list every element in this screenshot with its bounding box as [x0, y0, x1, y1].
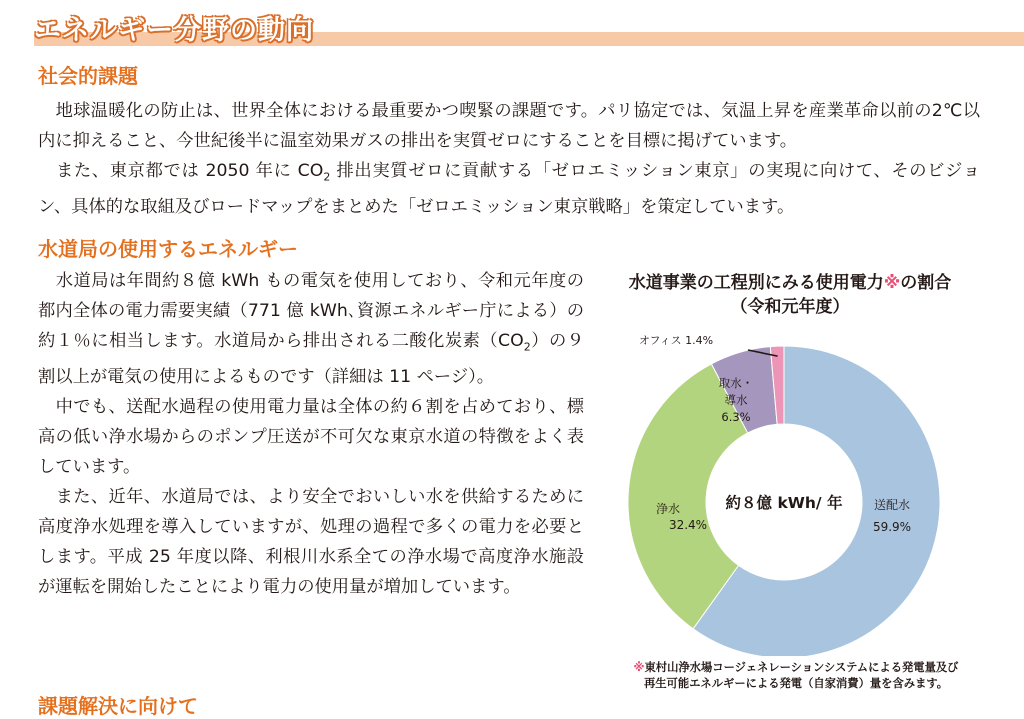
heading-social-issues: 社会的課題 [38, 64, 138, 88]
page-title-bar [34, 8, 1024, 44]
zero-emission-text-a: また、東京都では 2050 年に CO [55, 161, 324, 181]
distribution-share-text: 中でも、送配水過程の使用電力量は全体の約６割を占めており、標高の低い浄水場からのポンプ圧送が不可欠な東京水道の特徴をよく表しています。 [38, 397, 584, 478]
footnote-note-mark: ※ [633, 661, 645, 674]
label-intake-value: 6.3% [721, 410, 751, 424]
chart-title-text: 水道事業の工程別にみる使用電力 [628, 273, 884, 293]
paragraph-electricity-use [38, 266, 584, 392]
paragraph-advanced-treatment [38, 482, 584, 602]
donut-center-label: 約８億 kWh/ 年 [725, 494, 843, 512]
page-title: エネルギー分野の動向 [34, 15, 314, 46]
label-office: オフィス 1.4% [638, 334, 714, 347]
label-intake-name-2: 導水 [724, 393, 748, 407]
heading-water-bureau-energy: 水道局の使用するエネルギー [38, 237, 298, 261]
chart-title-note-mark: ※ [883, 273, 901, 293]
paragraph-global-warming [38, 96, 980, 156]
chart-title-line1 [590, 271, 990, 295]
heading-toward-solution: 課題解決に向けて [38, 694, 198, 718]
label-distribution-value: 59.9% [872, 520, 912, 534]
chart-title [590, 271, 990, 319]
footnote-line2: 再生可能エネルギーによる発電（自家消費）量を含みます。 [643, 677, 949, 690]
advanced-treatment-text: また、近年、水道局では、より安全でおいしい水を供給するために高度浄水処理を導入していますが、処理の過程で多くの電力を必要とします。平成 25 年度以降、利根川水系全ての浄水場で高度浄水施設が運転を開始したことにより電力の使用量が増加しています。 [38, 487, 584, 598]
paragraph-distribution-share [38, 392, 584, 482]
electricity-use-text-b: ）の９割以上が電気の使用によるものです（詳細は 11 ページ）。 [38, 331, 584, 388]
label-purification-name: 浄水 [655, 502, 681, 516]
donut-chart [600, 328, 992, 656]
co2-subscript-2: 2 [523, 340, 531, 354]
chart-title-line2: （令和元年度） [730, 297, 850, 317]
label-purification-value: 32.4% [668, 518, 708, 532]
label-intake-name-1: 取水・ [718, 376, 754, 390]
chart-title-text-end: の割合 [900, 273, 952, 293]
footnote-line1 [596, 660, 996, 676]
co2-subscript: 2 [323, 170, 331, 184]
paragraph-zero-emission [38, 156, 980, 222]
chart-footnote [596, 660, 996, 692]
label-distribution-name: 送配水 [873, 498, 911, 512]
zero-emission-text-b: 排出実質ゼロに貢献する「ゼロエミッション東京」の実現に向けて、そのビジョン、具体的な取組及びロードマップをまとめた「ゼロエミッション東京戦略」を策定しています。 [38, 161, 980, 218]
footnote-text-1: 東村山浄水場コージェネレーションシステムによる発電量及び [644, 661, 959, 674]
paragraph-global-warming-text: 地球温暖化の防止は、世界全体における最重要かつ喫緊の課題です。パリ協定では、気温上昇を産業革命以前の2℃以内に抑えること、今世紀後半に温室効果ガスの排出を実質ゼロにすることを目標に掲げています。 [38, 101, 980, 151]
water-energy-body [38, 266, 584, 602]
electricity-use-text-a: 水道局は年間約８億 kWh もの電気を使用しており、令和元年度の都内全体の電力需要実績（771 億 kWh､資源エネルギー庁による）の約１％に相当します。水道局から排出される二酸化炭素（CO [38, 271, 584, 351]
